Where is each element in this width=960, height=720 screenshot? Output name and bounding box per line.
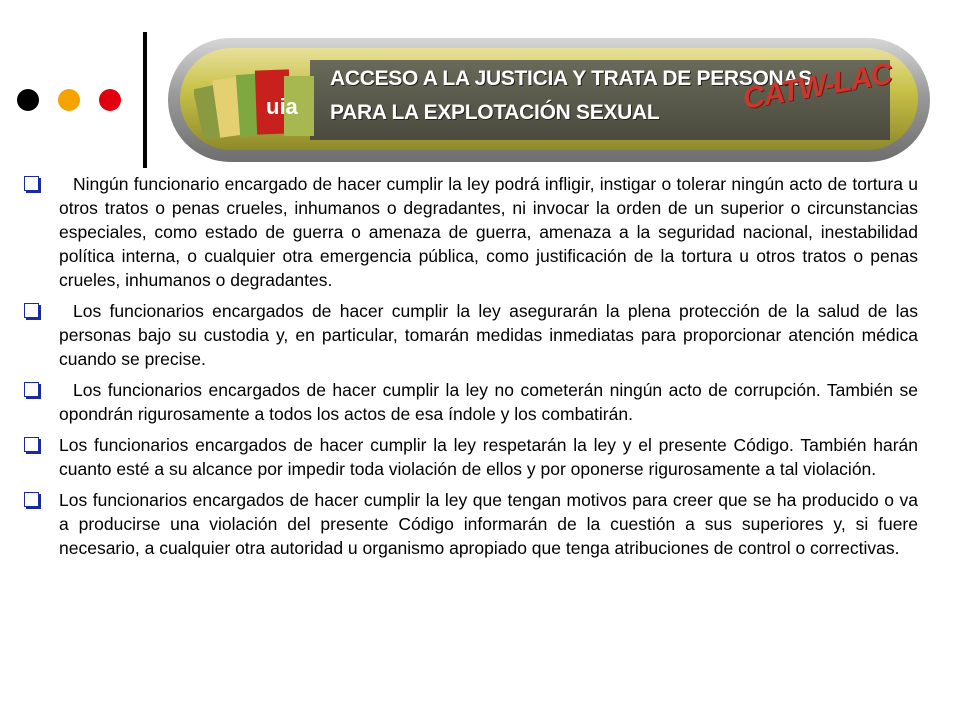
list-item-text: Los funcionarios encargados de hacer cumplir la ley respetarán la ley y el presente Código. También harán cuanto esté a su alcance por impedir toda violación de ellos y por oponerse rigurosamente a tal violación. xyxy=(59,435,918,479)
banner-inner xyxy=(180,48,918,150)
checkbox-bullet-icon xyxy=(24,176,39,191)
header-banner xyxy=(168,38,930,162)
checkbox-bullet-icon xyxy=(24,437,39,452)
banner-title xyxy=(330,62,812,130)
banner-title-line1: ACCESO A LA JUSTICIA Y TRATA DE PERSONAS xyxy=(330,67,812,90)
uia-logo-text: uia xyxy=(266,94,298,119)
vertical-rule xyxy=(143,32,147,168)
checkbox-bullet-icon xyxy=(24,303,39,318)
orange-dot xyxy=(58,89,80,111)
black-dot xyxy=(17,89,39,111)
list-item-text: Los funcionarios encargados de hacer cumplir la ley que tengan motivos para creer que se ha producido o va a producirse una violación del presente Código informarán de la cuestión a sus superiores y, si fuere necesario, a cualquier otra autoridad u organismo apropiado que tenga atribuciones de control o correctivas. xyxy=(59,490,918,558)
list-item-text: Los funcionarios encargados de hacer cumplir la ley no cometerán ningún acto de corrupción. También se opondrán rigurosamente a todos los actos de esa índole y los combatirán. xyxy=(59,380,918,424)
catw-lac-logo: CATW-LAC xyxy=(739,57,894,116)
red-dot xyxy=(99,89,121,111)
list-item xyxy=(22,378,918,426)
list-item-text: Los funcionarios encargados de hacer cumplir la ley asegurarán la plena protección de la salud de las personas bajo su custodia y, en particular, tomarán medidas inmediatas para proporcionar atención médica cuando se precise. xyxy=(59,301,918,369)
list-item xyxy=(22,299,918,371)
list-item xyxy=(22,172,918,292)
list-item xyxy=(22,433,918,481)
banner-title-line2: PARA LA EXPLOTACIÓN SEXUAL xyxy=(330,101,660,124)
checkbox-bullet-icon xyxy=(24,492,39,507)
list-item-text: Ningún funcionario encargado de hacer cumplir la ley podrá infligir, instigar o tolerar ningún acto de tortura u otros tratos o penas crueles, inhumanos o degradantes, ni invocar la orden de un superior o circunstancias especiales, como estado de guerra o amenaza de guerra, amenaza a la seguridad nacional, inestabilidad política interna, o cualquier otra emergencia pública, como justificación de la tortura u otros tratos o penas crueles, inhumanos o degradantes. xyxy=(59,174,918,290)
list-item xyxy=(22,488,918,560)
books-logo-icon xyxy=(194,56,324,146)
article-list xyxy=(22,172,918,567)
checkbox-bullet-icon xyxy=(24,382,39,397)
